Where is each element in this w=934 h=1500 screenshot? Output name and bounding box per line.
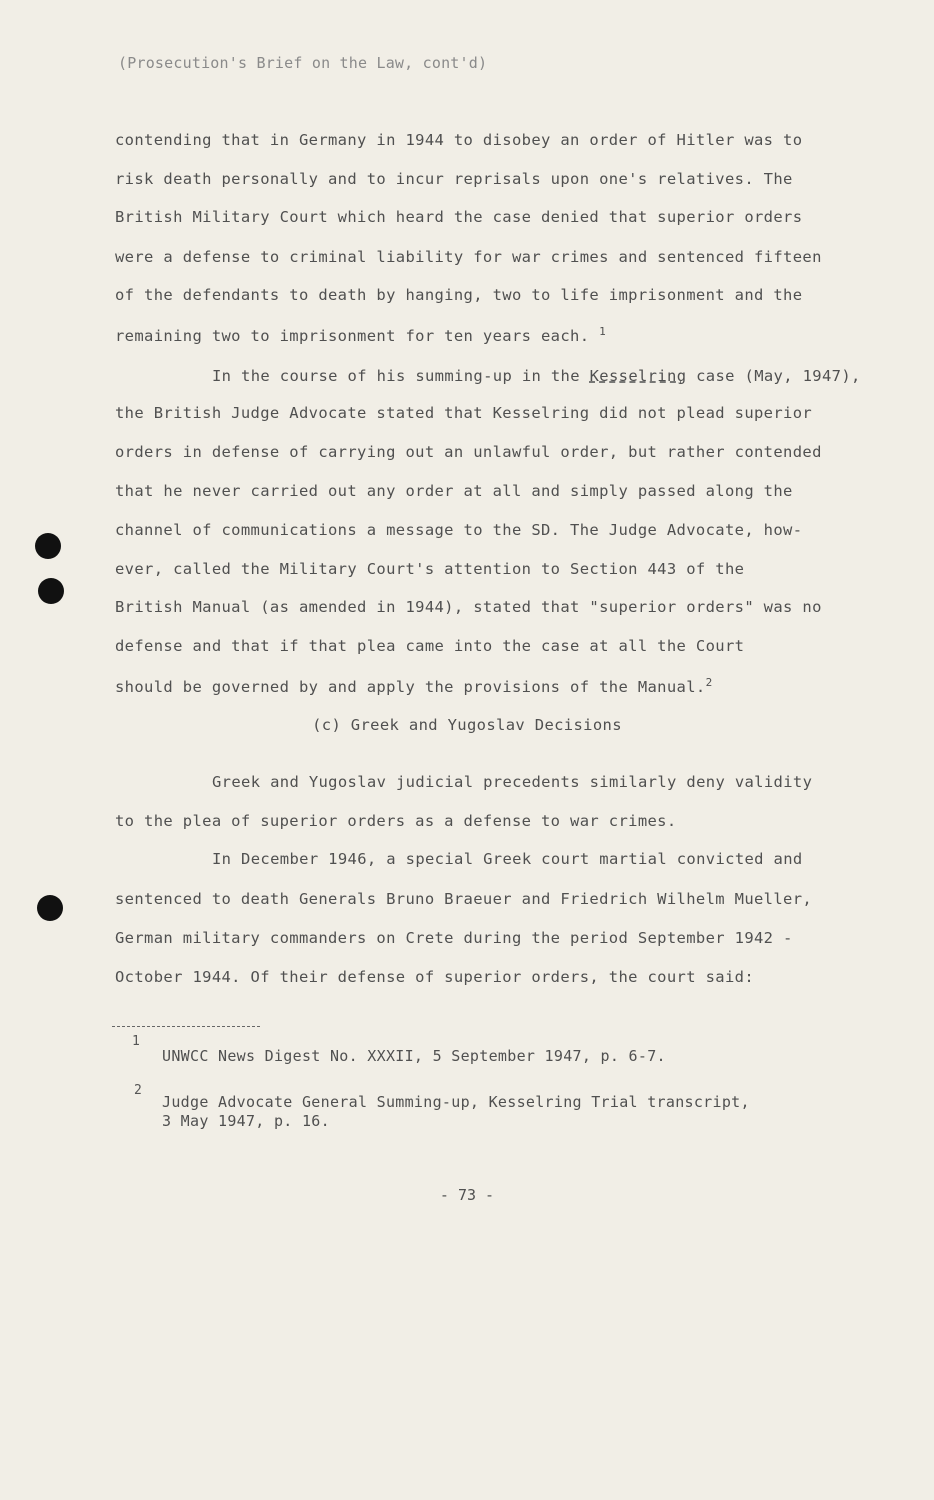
footnote-text: 3 May 1947, p. 16. <box>162 1112 330 1130</box>
text-line: October 1944. Of their defense of superior orders, the court said: <box>115 968 754 986</box>
text-line: that he never carried out any order at all and simply passed along the <box>115 482 793 500</box>
text-fragment: should be governed by and apply the provisions of the Manual. <box>115 678 706 696</box>
text-line: British Manual (as amended in 1944), stated that "superior orders" was no <box>115 598 822 616</box>
text-line: channel of communications a message to the SD. The Judge Advocate, how- <box>115 521 803 539</box>
footnote-ref: 2 <box>705 676 713 689</box>
text-line: contending that in Germany in 1944 to disobey an order of Hitler was to <box>115 131 803 149</box>
text-line: German military commanders on Crete during the period September 1942 - <box>115 929 793 947</box>
text-line: British Military Court which heard the case denied that superior orders <box>115 208 803 226</box>
footnote-ref: 1 <box>599 325 607 338</box>
text-line: the British Judge Advocate stated that Kesselring did not plead superior <box>115 404 813 422</box>
punch-hole <box>38 578 64 604</box>
text-line <box>115 325 606 345</box>
footnote-rule <box>112 1026 260 1027</box>
footnote-number: 1 <box>132 1034 140 1049</box>
case-name: Kesselring <box>589 367 687 385</box>
text-fragment: remaining two to imprisonment for ten years each. <box>115 327 590 345</box>
page-number: - 73 - <box>439 1186 495 1204</box>
section-heading: (c) Greek and Yugoslav Decisions <box>312 716 622 734</box>
text-line <box>115 676 713 696</box>
punch-hole <box>37 895 63 921</box>
text-line: were a defense to criminal liability for war crimes and sentenced fifteen <box>115 248 822 266</box>
text-line <box>212 367 861 385</box>
footnote-text: Judge Advocate General Summing-up, Kesselring Trial transcript, <box>162 1093 750 1111</box>
text-line: ever, called the Military Court's attention to Section 443 of the <box>115 560 745 578</box>
footnote-text: UNWCC News Digest No. XXXII, 5 September 1947, p. 6-7. <box>162 1047 666 1065</box>
text-line: sentenced to death Generals Bruno Braeuer and Friedrich Wilhelm Mueller, <box>115 890 813 908</box>
text-line: In December 1946, a special Greek court martial convicted and <box>212 850 803 868</box>
footnote-number: 2 <box>134 1083 142 1098</box>
text-line: of the defendants to death by hanging, two to life imprisonment and the <box>115 286 803 304</box>
text-line: to the plea of superior orders as a defense to war crimes. <box>115 812 677 830</box>
text-line: risk death personally and to incur reprisals upon one's relatives. The <box>115 170 793 188</box>
text-line: orders in defense of carrying out an unlawful order, but rather contended <box>115 443 822 461</box>
text-fragment: case (May, 1947), <box>686 367 861 385</box>
running-header: (Prosecution's Brief on the Law, cont'd) <box>118 54 488 72</box>
punch-hole <box>35 533 61 559</box>
text-line: Greek and Yugoslav judicial precedents similarly deny validity <box>212 773 813 791</box>
text-line: defense and that if that plea came into the case at all the Court <box>115 637 745 655</box>
text-fragment: In the course of his summing-up in the <box>212 367 590 385</box>
